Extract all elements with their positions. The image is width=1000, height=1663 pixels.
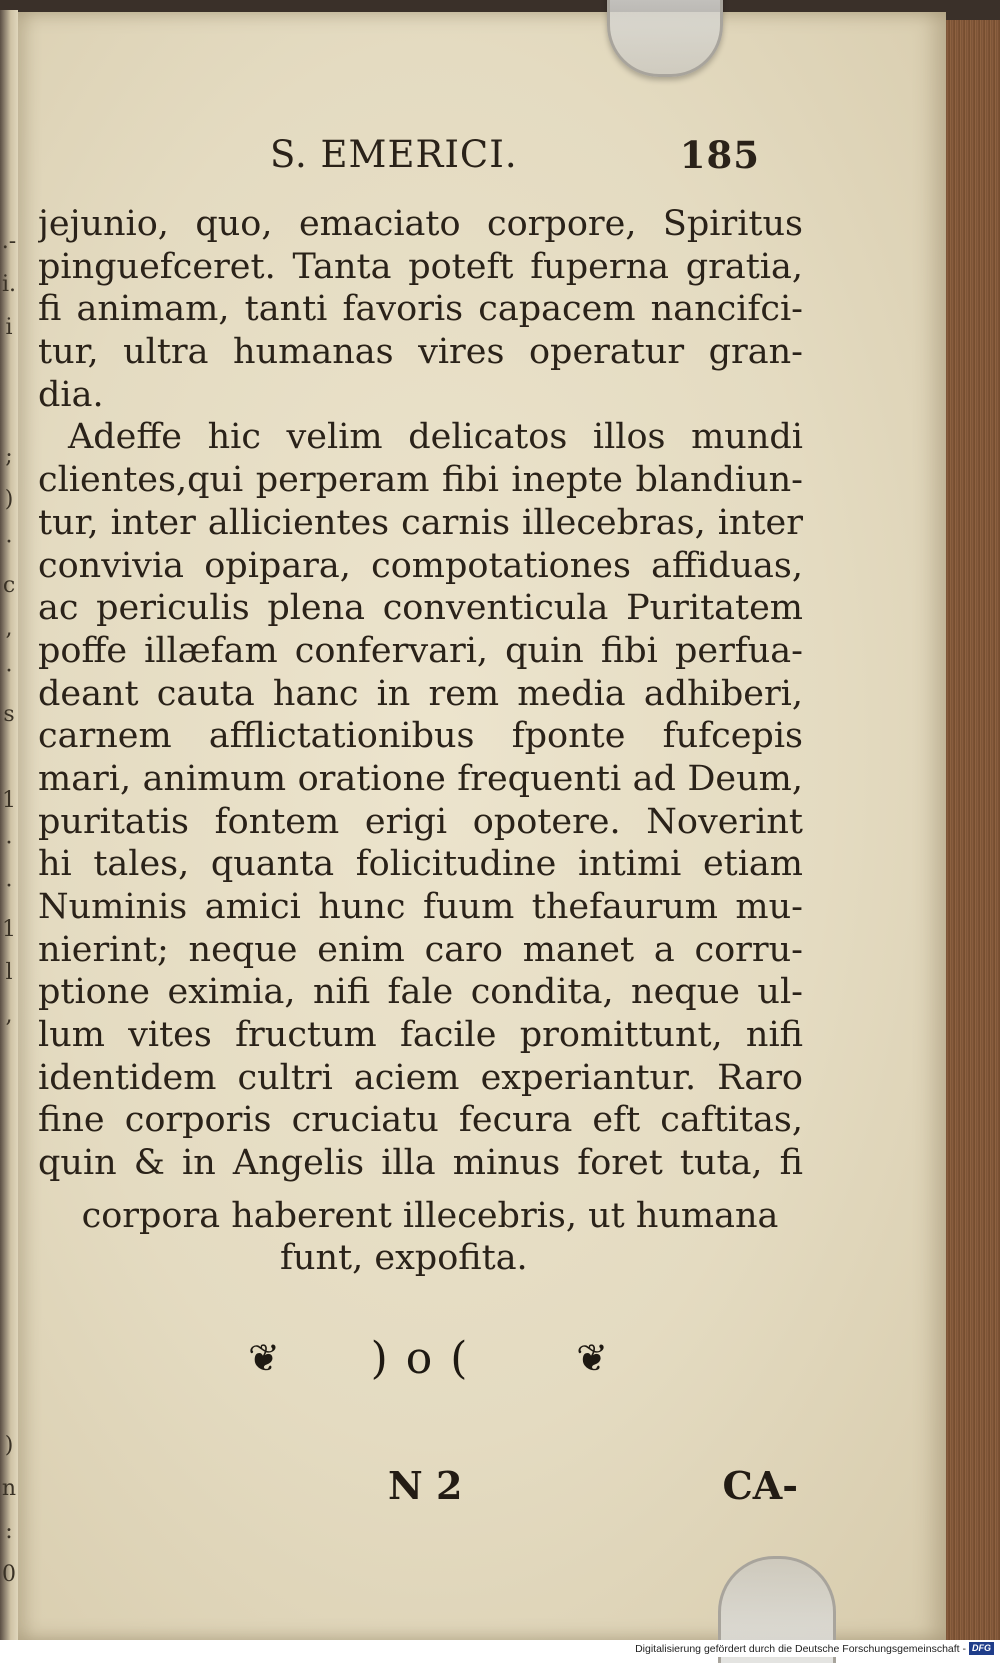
margin-mark: · <box>5 659 13 684</box>
tailpiece-ornament <box>248 1328 608 1388</box>
text-line: convivia opipara, compotationes affiduas, <box>38 545 803 586</box>
margin-mark: : <box>5 1519 13 1544</box>
margin-mark <box>0 1166 18 1209</box>
margin-mark <box>0 1252 18 1295</box>
margin-mark <box>0 392 18 435</box>
margin-mark <box>0 1381 18 1424</box>
margin-mark <box>0 736 18 779</box>
margin-mark: i. <box>1 272 17 297</box>
text-line: fi animam, tanti favoris capacem nancifci- <box>38 289 803 330</box>
credit-text: Digitalisierung gefördert durch die Deutsche Forschungsgemeinschaft - <box>635 1642 966 1655</box>
margin-mark: l <box>5 960 13 985</box>
book-fore-edge <box>946 20 1000 1640</box>
text-line: clientes,qui perperam fibi inepte blandiun- <box>38 460 803 501</box>
fleuron-right-icon: ❦ <box>576 1336 608 1380</box>
text-line: mari, animum oratione frequenti ad Deum, <box>38 758 803 799</box>
margin-mark <box>0 1123 18 1166</box>
margin-mark: 1 <box>2 917 16 942</box>
text-line: pinguefceret. Tanta poteft fuperna gratia, <box>38 246 803 287</box>
margin-mark: · <box>5 874 13 899</box>
left-margin-marks <box>0 220 18 1587</box>
margin-mark: , <box>5 616 13 641</box>
margin-mark: · <box>5 831 13 856</box>
text-line: dia. <box>38 374 104 415</box>
margin-mark <box>0 1080 18 1123</box>
running-title: S. EMERICI. <box>270 133 518 176</box>
body-text <box>38 203 803 1185</box>
margin-mark: n <box>1 1476 17 1501</box>
running-head <box>270 133 760 183</box>
text-line: ptione eximia, nifi fale condita, neque ul- <box>38 972 803 1013</box>
text-line: tur, ultra humanas vires operatur gran- <box>38 332 803 373</box>
text-line: identidem cultri aciem experiantur. Raro <box>38 1057 803 1098</box>
fleuron-left-icon: ❦ <box>248 1336 280 1380</box>
margin-mark <box>0 349 18 392</box>
text-line: Numinis amici hunc fuum thefaurum mu- <box>38 887 803 927</box>
margin-mark: s <box>3 702 15 727</box>
margin-mark <box>0 1037 18 1080</box>
digitization-credit <box>635 1641 994 1656</box>
closing-line: funt, expofita. <box>280 1238 528 1278</box>
page-number: 185 <box>679 133 760 177</box>
signature-mark: N 2 <box>388 1463 463 1508</box>
margin-mark: ; <box>5 444 13 469</box>
text-line: tur, inter allicientes carnis illecebras, inter <box>38 502 803 543</box>
margin-mark: i <box>5 315 13 340</box>
catchword: CA- <box>722 1463 798 1508</box>
text-line: poffe illæfam confervari, quin fibi perfua- <box>38 630 803 671</box>
text-line: lum vites fructum facile promittunt, nifi <box>38 1015 803 1056</box>
text-line: ac periculis plena conventicula Puritatem <box>38 588 803 629</box>
margin-mark: · <box>5 530 13 555</box>
margin-mark: 1 <box>2 788 16 813</box>
margin-mark <box>0 1295 18 1338</box>
text-line: nierint; neque enim caro manet a corru- <box>38 929 803 970</box>
text-line: fine corporis cruciatu fecura eft caftitas, <box>38 1100 803 1141</box>
text-line: carnem afflictationibus fponte fufcepis <box>38 716 803 757</box>
margin-mark: ) <box>4 1433 14 1458</box>
text-line: jejunio, quo, emaciato corpore, Spiritus <box>38 204 803 244</box>
page-footer <box>388 1463 798 1513</box>
margin-mark: .- <box>1 229 17 254</box>
margin-mark: 0 <box>2 1562 16 1587</box>
text-line: quin & in Angelis illa minus foret tuta, fi <box>38 1143 803 1184</box>
text-line: Adeffe hic velim delicatos illos mundi <box>68 417 803 458</box>
margin-mark: , <box>5 1003 13 1028</box>
dfg-logo: DFG <box>969 1642 994 1655</box>
text-line: deant cauta hanc in rem media adhiberi, <box>38 673 803 714</box>
margin-mark: ) <box>4 487 14 512</box>
closing-line: corpora haberent illecebris, ut humana <box>81 1196 779 1236</box>
margin-mark <box>0 1338 18 1381</box>
text-line: puritatis fontem erigi opotere. Noverint <box>38 801 803 842</box>
margin-mark <box>0 1209 18 1252</box>
ornament-center: )o( <box>370 1332 486 1384</box>
margin-mark: c <box>2 573 16 598</box>
text-line: hi tales, quanta folicitudine intimi etiam <box>38 844 803 885</box>
